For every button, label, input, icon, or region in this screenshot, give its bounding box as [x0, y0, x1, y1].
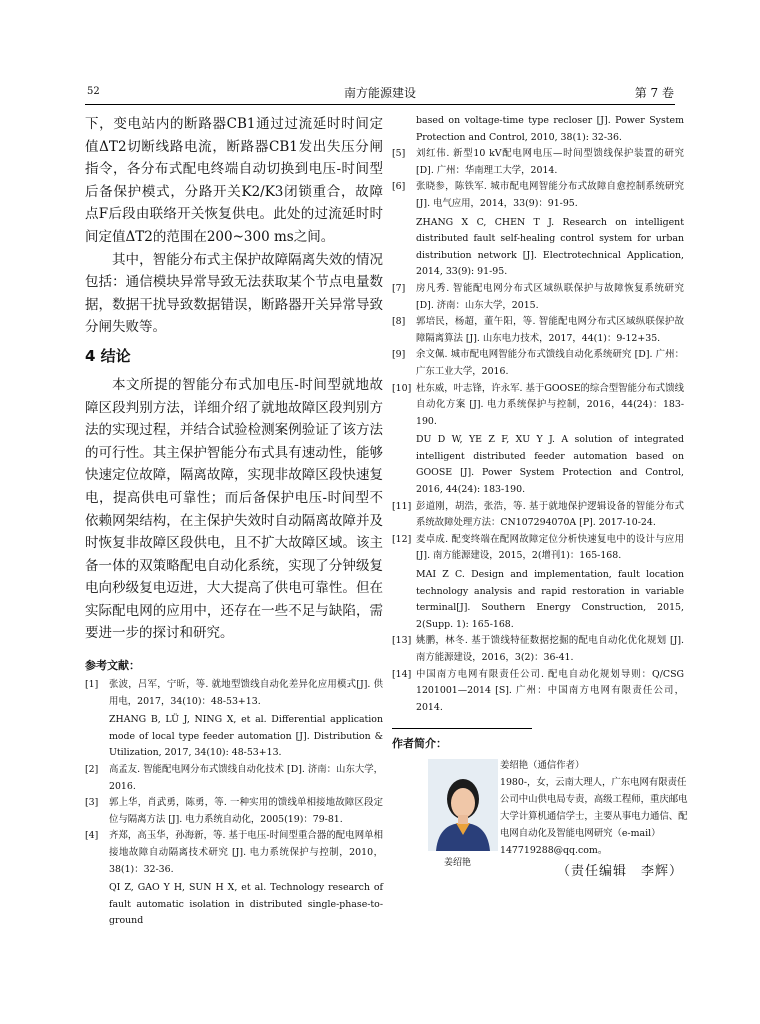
reference-text-en: ZHANG B, LÜ J, NING X, et al. Differential application mode of local type feeder automation [J]. Distribution & Utilization, 2017, 34(10): 48-53+13. — [109, 714, 383, 759]
responsible-editor: （责任编辑 李辉） — [556, 864, 683, 879]
references-title: 参考文献： — [85, 659, 140, 673]
header-rule — [85, 104, 675, 105]
reference-text-zh: 姚鹏，林冬. 基于馈线特征数据挖掘的配电自动化优化规划 [J]. 南方能源建设，2016，3(2)：36-41. — [416, 635, 684, 663]
reference-item — [392, 179, 684, 281]
reference-number: [14] — [392, 668, 412, 680]
reference-number: [7] — [392, 282, 406, 294]
reference-text-zh: 郭培民，杨超，董午阳，等. 智能配电网分布式区域纵联保护故障隔离算法 [J]. 山东电力技术，2017，44(1)：9-12+35. — [416, 316, 684, 344]
reference-text-zh: 余文佩. 城市配电网智能分布式馈线自动化系统研究 [D]. 广州：广东工业大学，2016. — [416, 349, 684, 377]
reference-number: [10] — [392, 382, 412, 394]
body-paragraph: 下，变电站内的断路器CB1通过过流延时时间定值ΔT2切断线路电流，断路器CB1发出失压分闸指令，各分布式配电终端自动切换到电压-时间型后备保护模式，分路开关K2/K3闭锁重合，故障点F后段由联络开关恢复供电。此处的过流延时时间定值ΔT2的范围在200~300 ms之间。 — [85, 116, 383, 245]
reference-item — [392, 633, 684, 666]
reference-item — [392, 281, 684, 314]
reference-text-en: DU D W, YE Z F, XU Y J. A solution of integrated intelligent distributed feeder automation based on GOOSE [J]. Power System Protection and Control, 2016, 44(24): 183-190. — [416, 434, 684, 496]
reference-text-zh: 房凡秀. 智能配电网分布式区域纵联保护与故障恢复系统研究 [D]. 济南：山东大学，2015. — [416, 282, 684, 311]
reference-item — [392, 146, 684, 179]
conclusion-paragraph: 本文所提的智能分布式加电压-时间型就地故障区段判别方法，详细介绍了就地故障区段判别方法的实现过程，并结合试验检测案例验证了该方法的可行性。其主保护智能分布式具有速动性，能够快速定位故障，隔离故障，实现非故障区段快速复电，提高供电可靠性；而后备保护电压-时间型不依赖网架结构，在主保护失效时自动隔离故障并及时恢复非故障区段供电，且不扩大故障区域。该主备一体的双策略配电自动化系统，实现了分钟级复电向秒级复电迈进，大大提高了供电可靠性。但在实际配电网的应用中，还存在一些不足与缺陷，需要进一步的探讨和研究。 — [85, 376, 383, 642]
reference-text-zh: 麦卓成. 配变终端在配网故障定位分析快速复电中的设计与应用 [J]. 南方能源建设，2015，2(增刊1)：165-168. — [416, 533, 684, 562]
reference-item — [85, 795, 383, 828]
reference-text-en: ZHANG X C, CHEN T J. Research on intelligent distributed fault self-healing control system for urban distribution network [J]. Electrotechnical Application, 2014, 33(9): 91-95. — [416, 216, 684, 278]
author-name: 姜绍艳（通信作者） — [500, 760, 585, 772]
right-column — [392, 113, 688, 877]
reference-number: [11] — [392, 500, 412, 512]
reference-text-zh: 郭上华，肖武勇，陈勇，等. 一种实用的馈线单相接地故障区段定位与隔离方法 [J]. 电力系统自动化，2005(19)：79-81. — [109, 797, 383, 825]
author-description: 1980-，女，云南大理人，广东电网有限责任公司中山供电局专责，高级工程师，重庆邮电大学计算机通信学士，主要从事电力通信、配电网自动化及智能电网研究（e-mail）147719288@qq.com。 — [500, 777, 688, 857]
reference-number: [3] — [85, 797, 99, 809]
volume-label: 第 7 卷 — [634, 86, 674, 100]
reference-text-zh: 刘红伟. 新型10 kV配电网电压—时间型馈线保护装置的研究 [D]. 广州：华南理工大学，2014. — [416, 148, 684, 176]
left-column — [85, 113, 383, 930]
reference-text-zh: 张晓参，陈铁军. 城市配电网智能分布式故障自愈控制系统研究 [J]. 电气应用，2014，33(9)：91-95. — [416, 181, 684, 209]
section-heading-conclusion: 4 结论 — [85, 346, 131, 365]
reference-item — [392, 314, 684, 347]
reference-item — [85, 828, 383, 930]
reference-text-zh: 杜东威，叶志锋，许永军. 基于GOOSE的综合型智能分布式馈线自动化方案 [J]. 电力系统保护与控制，2016，44(24)：183-190. — [416, 382, 684, 427]
reference-number: [1] — [85, 679, 99, 691]
author-photo — [428, 759, 498, 851]
reference-text-zh: 高孟友. 智能配电网分布式馈线自动化技术 [D]. 济南：山东大学，2016. — [109, 764, 383, 792]
reference-number: [4] — [85, 830, 99, 842]
section-divider — [392, 728, 532, 729]
author-portrait-icon — [428, 759, 498, 851]
reference-text-zh: 张波，吕军，宁昕，等. 就地型馈线自动化差异化应用模式[J]. 供用电，2017，34(10)：48-53+13. — [109, 679, 383, 707]
author-section-title: 作者简介： — [392, 737, 447, 751]
author-bio — [500, 757, 688, 859]
reference-item — [392, 347, 684, 380]
reference-item — [85, 762, 383, 795]
reference-item — [392, 532, 684, 634]
reference-number: [12] — [392, 533, 412, 545]
page-number: 52 — [87, 86, 100, 97]
body-paragraph: 其中，智能分布式主保护故障隔离失效的情况包括：通信模块异常导致无法获取某个节点电量数据，数据干扰导致数据错误，断路器开关异常导致分闸失败等。 — [85, 251, 383, 336]
journal-name: 南方能源建设 — [343, 86, 416, 100]
reference-number: [2] — [85, 764, 99, 776]
reference-number: [13] — [392, 635, 412, 647]
reference-item — [85, 677, 383, 762]
reference-item — [392, 381, 684, 499]
reference-text-en: QI Z, GAO Y H, SUN H X, et al. Technology research of fault automatic isolation in distributed single-phase-to-ground — [109, 882, 383, 927]
reference-item — [392, 667, 684, 717]
photo-caption: 姜绍艳 — [444, 858, 472, 869]
reference-text-en: MAI Z C. Design and implementation, fault location technology analysis and rapid restoration in variable terminal[J]. Southern Energy Construction, 2015, 2(Supp. 1): 165-168. — [416, 569, 684, 630]
reference-text-zh: 中国南方电网有限责任公司. 配电自动化规划导则：Q/CSG 1201001—2014 [S]. 广州：中国南方电网有限责任公司，2014. — [416, 668, 684, 713]
reference-number: [6] — [392, 181, 406, 193]
reference-item — [392, 499, 684, 532]
reference-continuation: based on voltage-time type recloser [J]. Power System Protection and Control, 2010, 38(1): 32-36. — [416, 115, 684, 143]
reference-number: [9] — [392, 349, 406, 361]
reference-text-zh: 齐郑，高玉华，孙海新，等. 基于电压-时间型重合器的配电网单相接地故障自动隔离技术研究 [J]. 电力系统保护与控制，2010，38(1)：32-36. — [109, 830, 383, 875]
reference-text-zh: 彭道刚，胡浩，张浩，等. 基于就地保护逻辑设备的智能分布式系统故障处理方法：CN107294070A [P]. 2017-10-24. — [416, 500, 684, 529]
reference-number: [5] — [392, 148, 406, 160]
reference-number: [8] — [392, 316, 406, 328]
